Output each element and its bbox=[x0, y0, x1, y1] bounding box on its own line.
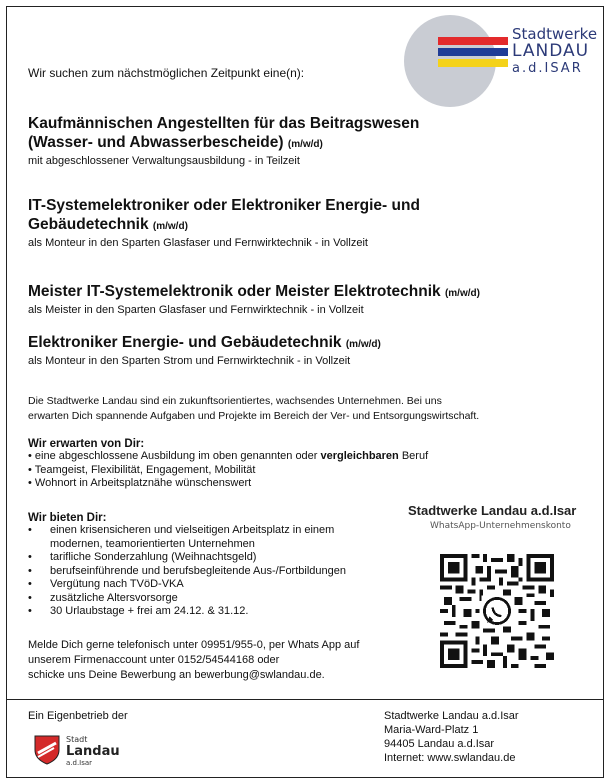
expect-item-2: • Teamgeist, Flexibilität, Engagement, Mobilität bbox=[28, 463, 256, 476]
offer-item-text: 30 Urlaubstage + frei am 24.12. & 31.12. bbox=[50, 605, 249, 617]
brand-stripe-blue bbox=[438, 48, 508, 56]
offer-item-text: zusätzliche Altersvorsorge bbox=[50, 591, 178, 604]
offer-heading: Wir bieten Dir: bbox=[28, 512, 107, 524]
offer-item-continuation bbox=[28, 538, 346, 552]
brand-name-line1: Stadtwerke bbox=[512, 25, 598, 43]
job-3-title-line1 bbox=[28, 282, 480, 303]
job-3-tag: (m/w/d) bbox=[444, 288, 480, 299]
contact-line3: schicke uns Deine Bewerbung an bewerbung@swlandau.de. bbox=[28, 669, 325, 681]
offer-item-text: berufseinführende und berufsbegleitende Aus-/Fortbildungen bbox=[50, 564, 346, 577]
footer-divider bbox=[6, 699, 604, 700]
offer-section bbox=[28, 512, 346, 619]
job-4-title-line1 bbox=[28, 333, 381, 354]
whatsapp-title: Stadtwerke Landau a.d.Isar bbox=[408, 503, 577, 518]
job-3-title-text: Meister IT-Systemelektronik oder Meister Elektrotechnik bbox=[28, 283, 441, 300]
whatsapp-subtitle: WhatsApp-Unternehmenskonto bbox=[430, 521, 571, 531]
job-3 bbox=[28, 282, 480, 317]
city-logo-tiny: a.d.Isar bbox=[66, 759, 93, 767]
brand-stripe-red bbox=[438, 37, 508, 45]
footer-left-text: Ein Eigenbetrieb der bbox=[28, 710, 128, 722]
job-4-tag: (m/w/d) bbox=[345, 339, 381, 350]
offer-item-text: einen krisensicheren und vielseitigen Arbeitsplatz in einem bbox=[50, 524, 335, 536]
expect-heading: Wir erwarten von Dir: bbox=[28, 438, 145, 450]
offer-bullet: • bbox=[28, 551, 32, 563]
job-2 bbox=[28, 196, 420, 250]
job-1-title-line2 bbox=[28, 133, 419, 154]
offer-bullet: • bbox=[28, 591, 32, 604]
job-4-subtitle: als Monteur in den Sparten Strom und Fernwirktechnik - in Vollzeit bbox=[28, 355, 351, 367]
contact-line2: unserem Firmenaccount unter 0152/54544168 oder bbox=[28, 654, 280, 666]
about-paragraph bbox=[28, 394, 479, 424]
offer-item bbox=[28, 578, 346, 592]
offer-item-text: modernen, teamorientierten Unternehmen bbox=[50, 537, 255, 550]
brand-name-line2: LANDAU bbox=[512, 41, 590, 61]
job-1-title-text: (Wasser- und Abwasserbescheide) bbox=[28, 134, 284, 151]
job-2-tag: (m/w/d) bbox=[152, 221, 188, 232]
job-2-subtitle: als Monteur in den Sparten Glasfaser und Fernwirktechnik - in Vollzeit bbox=[28, 237, 368, 249]
offer-item-text: Vergütung nach TVöD-VKA bbox=[50, 578, 184, 590]
offer-item bbox=[28, 592, 346, 606]
expect-item-1-text: • eine abgeschlossene Ausbildung im oben genannten oder bbox=[28, 450, 321, 462]
offer-bullet: • bbox=[28, 605, 32, 617]
offer-item bbox=[28, 524, 346, 538]
city-logo-small: Stadt bbox=[66, 735, 88, 744]
offer-item-text: tarifliche Sonderzahlung (Weihnachtsgeld) bbox=[50, 551, 257, 563]
about-line2: erwarten Dich spannende Aufgaben und Projekte im Bereich der Ver- und Entsorgungswirtschaft. bbox=[28, 410, 480, 422]
job-4-title-text: Elektroniker Energie- und Gebäudetechnik bbox=[28, 334, 342, 351]
address-line: Stadtwerke Landau a.d.Isar bbox=[384, 710, 519, 722]
expect-item-3: • Wohnort in Arbeitsplatznähe wünschenswert bbox=[28, 477, 252, 489]
brand-stripe-yellow bbox=[438, 59, 508, 67]
expect-item-1 bbox=[28, 450, 428, 464]
offer-bullet: • bbox=[28, 578, 32, 590]
expect-section bbox=[28, 438, 428, 491]
intro-text: Wir suchen zum nächstmöglichen Zeitpunkt eine(n): bbox=[28, 66, 305, 80]
address-line: 94405 Landau a.d.Isar bbox=[384, 738, 495, 750]
contact-paragraph bbox=[28, 638, 359, 683]
offer-item bbox=[28, 551, 346, 565]
job-4 bbox=[28, 333, 381, 368]
offer-item bbox=[28, 605, 346, 619]
job-3-subtitle: als Meister in den Sparten Glasfaser und Fernwirktechnik - in Vollzeit bbox=[28, 304, 364, 316]
brand-name-line3: a.d.ISAR bbox=[512, 61, 583, 76]
job-2-title-line2 bbox=[28, 215, 420, 236]
city-shield-icon bbox=[34, 735, 60, 765]
address-line: Maria-Ward-Platz 1 bbox=[384, 724, 479, 736]
offer-item bbox=[28, 565, 346, 579]
qr-code-icon[interactable] bbox=[440, 554, 554, 668]
job-1-subtitle: mit abgeschlossener Verwaltungsausbildung - in Teilzeit bbox=[28, 155, 300, 167]
expect-item-1-bold: vergleichbaren bbox=[320, 450, 399, 462]
expect-item-1-end: Beruf bbox=[398, 450, 429, 462]
job-1-title-line1: Kaufmännischen Angestellten für das Beitragswesen bbox=[28, 115, 420, 132]
job-1-tag: (m/w/d) bbox=[287, 139, 323, 150]
about-line1: Die Stadtwerke Landau sind ein zukunftsorientiertes, wachsendes Unternehmen. Bei uns bbox=[28, 395, 442, 407]
job-2-title-text: Gebäudetechnik bbox=[28, 216, 149, 233]
footer-address bbox=[384, 709, 519, 765]
job-1 bbox=[28, 114, 419, 168]
contact-line1: Melde Dich gerne telefonisch unter 09951/955-0, per Whats App auf bbox=[28, 639, 360, 651]
offer-bullet: • bbox=[28, 564, 32, 577]
offer-bullet: • bbox=[28, 524, 32, 536]
city-logo-name: Landau bbox=[66, 744, 120, 759]
job-2-title-line1: IT-Systemelektroniker oder Elektroniker Energie- und bbox=[28, 197, 420, 214]
address-website[interactable]: Internet: www.swlandau.de bbox=[384, 752, 516, 764]
